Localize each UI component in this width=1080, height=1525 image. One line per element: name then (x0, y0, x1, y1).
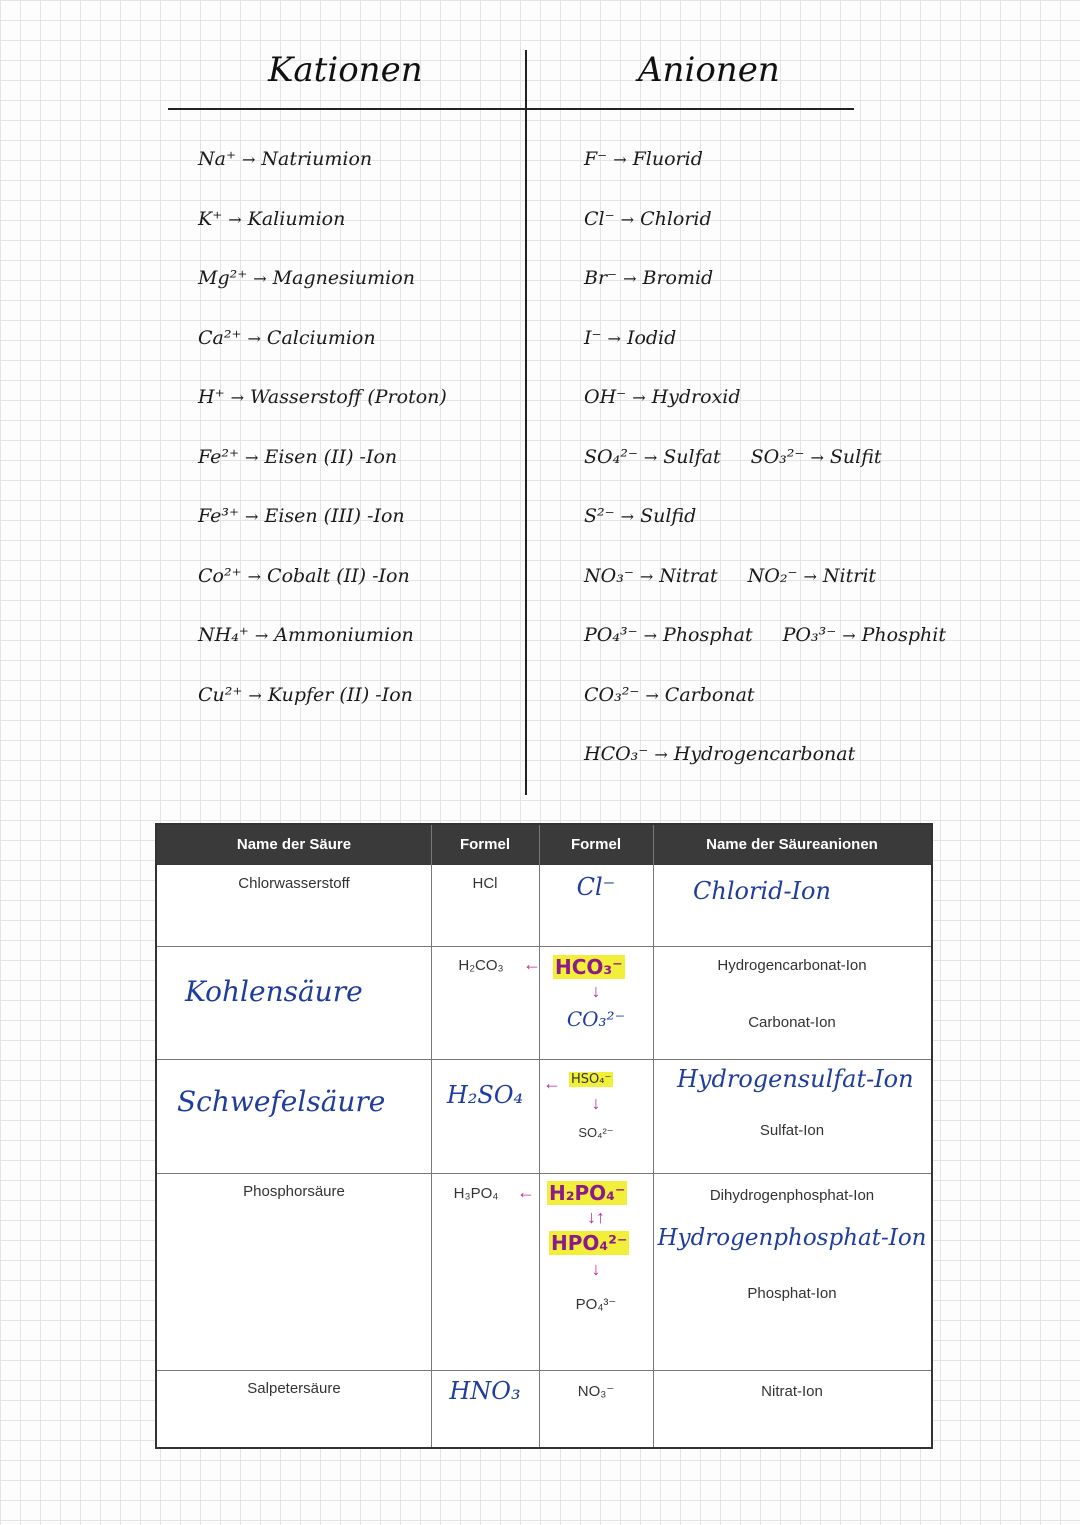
anion-name: Hydrogensulfat-Ion (677, 1065, 914, 1093)
header-anion-formula: Formel (570, 836, 621, 853)
row-separator (157, 1370, 931, 1371)
anion-name: Carbonat-Ion (748, 1014, 836, 1031)
anion-row (584, 565, 876, 587)
anion-formula: Cl⁻ (576, 873, 616, 901)
arrow-right-icon: → (620, 507, 635, 526)
arrow-down-icon: ↓ (591, 981, 601, 1001)
cation-symbol: K⁺ (198, 207, 223, 230)
anion-extra (748, 565, 876, 587)
anion-row (584, 267, 713, 289)
anion-name: Iodid (626, 326, 677, 349)
acid-formula: HNO₃ (449, 1377, 521, 1405)
anion-row (584, 327, 676, 349)
anion-name: Phosphat (663, 624, 753, 646)
anions-title: Anionen (638, 50, 780, 90)
arrow-right-icon: → (247, 328, 261, 348)
cation-row (198, 565, 410, 587)
anion-formula: NO₃⁻ (577, 1383, 615, 1400)
cation-symbol: Mg²⁺ (198, 267, 248, 289)
cation-symbol: H⁺ (198, 386, 225, 408)
acid-formula: H₃PO₄ (453, 1185, 499, 1202)
anion-name: Dihydrogenphosphat-Ion (709, 1187, 875, 1204)
cation-name: Kupfer (II) -Ion (267, 683, 413, 706)
anion-symbol: Cl⁻ (584, 207, 615, 230)
cation-symbol: Cu²⁺ (198, 683, 243, 706)
anion-formula: HPO₄²⁻ (551, 1231, 628, 1255)
anion-symbol: SO₃²⁻ (750, 445, 805, 468)
cation-symbol: NH₄⁺ (198, 624, 249, 646)
cation-row (198, 446, 397, 468)
anion-row (584, 684, 755, 706)
anion-row (584, 208, 712, 230)
cation-symbol: Fe²⁺ (198, 445, 240, 468)
acid-name: Kohlensäure (185, 975, 363, 1008)
arrow-right-icon: → (253, 269, 267, 288)
anion-name: Nitrat-Ion (761, 1383, 823, 1400)
anion-formula: H₂PO₄⁻ (549, 1181, 626, 1205)
cation-name: Magnesiumion (272, 267, 415, 289)
arrow-updown-icon: ↓↑ (587, 1207, 605, 1227)
cation-row (198, 208, 345, 230)
cation-symbol: Na⁺ (198, 148, 236, 170)
cation-row (198, 684, 413, 706)
anion-name: Sulfid (640, 505, 697, 527)
cation-name: Natriumion (261, 148, 373, 170)
anion-symbol: NO₂⁻ (747, 564, 798, 587)
acid-formula: H₂SO₄ (446, 1081, 524, 1109)
arrow-right-icon: → (632, 388, 646, 407)
arrow-right-icon: → (645, 685, 659, 705)
header-formula: Formel (459, 836, 510, 853)
anion-name: Hydrogencarbonat-Ion (717, 957, 867, 974)
anion-name: Sulfat (663, 445, 721, 468)
anion-name: Nitrit (822, 564, 877, 587)
anion-name: Bromid (642, 267, 714, 289)
anion-name: Hydroxid (651, 386, 741, 408)
acid-formula: H₂CO₃ (458, 957, 504, 974)
anion-row (584, 446, 882, 468)
header-divider (168, 108, 854, 110)
arrow-right-icon: → (230, 388, 245, 407)
acid-name: Salpetersäure (247, 1380, 341, 1397)
anion-symbol: I⁻ (584, 326, 602, 349)
table-header (157, 825, 931, 865)
cation-symbol: Fe³⁺ (198, 505, 240, 527)
arrow-right-icon: → (810, 447, 824, 467)
arrow-right-icon: → (247, 566, 262, 586)
anion-name: Chlorid (640, 207, 712, 230)
arrow-right-icon: → (643, 447, 658, 467)
anion-formula: HSO₄⁻ (571, 1072, 612, 1087)
column-divider (525, 50, 527, 795)
anion-name: Chlorid-Ion (693, 877, 831, 905)
anion-name: Hydrogencarbonat (673, 743, 856, 765)
anion-symbol: F⁻ (584, 148, 608, 170)
arrow-down-icon: ↓ (591, 1259, 601, 1279)
row-separator (157, 946, 931, 947)
arrow-right-icon: → (241, 150, 256, 169)
cations-title: Kationen (268, 50, 423, 90)
acid-name: Schwefelsäure (177, 1085, 386, 1118)
anion-extra (751, 446, 882, 468)
anion-formula: SO₄²⁻ (578, 1125, 614, 1140)
anion-name: Sulfit (829, 445, 882, 468)
cation-symbol: Ca²⁺ (198, 326, 242, 349)
arrow-right-icon: → (623, 269, 637, 288)
anion-formula: HCO₃⁻ (555, 955, 623, 979)
cation-name: Calciumion (266, 326, 376, 349)
anion-row (584, 624, 946, 646)
arrow-left-icon: ← (543, 1073, 561, 1093)
anion-name: Sulfat-Ion (759, 1122, 825, 1139)
cation-row (198, 148, 372, 170)
anion-formula: CO₃²⁻ (566, 1007, 626, 1031)
anion-formula: PO₄³⁻ (575, 1296, 617, 1313)
arrow-left-icon: ← (523, 954, 541, 974)
cation-row (198, 386, 447, 408)
anion-symbol: NO₃⁻ (584, 564, 634, 587)
acid-formula: HCl (472, 875, 498, 892)
anion-name: Fluorid (632, 148, 703, 170)
arrow-right-icon: → (643, 626, 658, 645)
anion-name: Nitrat (659, 564, 718, 587)
anion-row (584, 743, 855, 765)
arrow-right-icon: → (254, 626, 269, 645)
acid-name: Chlorwasserstoff (238, 875, 350, 892)
arrow-right-icon: → (639, 566, 654, 586)
arrow-right-icon: → (803, 566, 817, 586)
anion-symbol: PO₃³⁻ (782, 624, 837, 646)
cation-name: Kaliumion (247, 207, 346, 230)
cation-row (198, 624, 414, 646)
acid-name: Phosphorsäure (243, 1183, 345, 1200)
anion-name: Hydrogenphosphat-Ion (657, 1225, 927, 1251)
anion-symbol: OH⁻ (584, 386, 627, 408)
arrow-right-icon: → (620, 209, 635, 229)
cation-name: Wasserstoff (Proton) (250, 386, 447, 408)
anion-row (584, 505, 696, 527)
arrow-right-icon: → (248, 685, 262, 705)
anion-name: Phosphit (861, 624, 946, 646)
header-anion-name: Name der Säureanionen (706, 836, 878, 853)
arrow-right-icon: → (245, 447, 259, 467)
cation-symbol: Co²⁺ (198, 564, 242, 587)
anion-row (584, 148, 703, 170)
anion-name: Carbonat (664, 683, 755, 706)
cation-name: Cobalt (II) -Ion (267, 564, 410, 587)
arrow-right-icon: → (842, 626, 856, 645)
anion-symbol: Br⁻ (584, 267, 618, 289)
arrow-left-icon: ← (517, 1182, 535, 1202)
anion-symbol: HCO₃⁻ (584, 743, 649, 765)
anion-extra (783, 624, 946, 646)
row-separator (157, 1173, 931, 1174)
anion-name: Phosphat-Ion (747, 1285, 837, 1302)
arrow-down-icon: ↓ (591, 1093, 601, 1113)
anion-symbol: CO₃²⁻ (584, 683, 640, 706)
cation-name: Eisen (II) -Ion (264, 445, 398, 468)
cation-row (198, 267, 415, 289)
acid-table (155, 823, 933, 1449)
cation-row (198, 327, 376, 349)
anion-row (584, 386, 741, 408)
column-separator (431, 825, 432, 1447)
anion-symbol: SO₄²⁻ (584, 445, 638, 468)
cation-name: Eisen (III) -Ion (264, 505, 405, 527)
arrow-right-icon: → (607, 328, 621, 348)
arrow-right-icon: → (245, 507, 259, 526)
row-separator (157, 1059, 931, 1060)
cation-name: Ammoniumion (274, 624, 414, 646)
cation-row (198, 505, 405, 527)
header-acid-name: Name der Säure (236, 836, 352, 853)
arrow-right-icon: → (228, 209, 242, 229)
anion-symbol: PO₄³⁻ (584, 624, 638, 646)
anion-symbol: S²⁻ (584, 505, 615, 527)
arrow-right-icon: → (654, 745, 668, 764)
arrow-right-icon: → (613, 150, 627, 169)
